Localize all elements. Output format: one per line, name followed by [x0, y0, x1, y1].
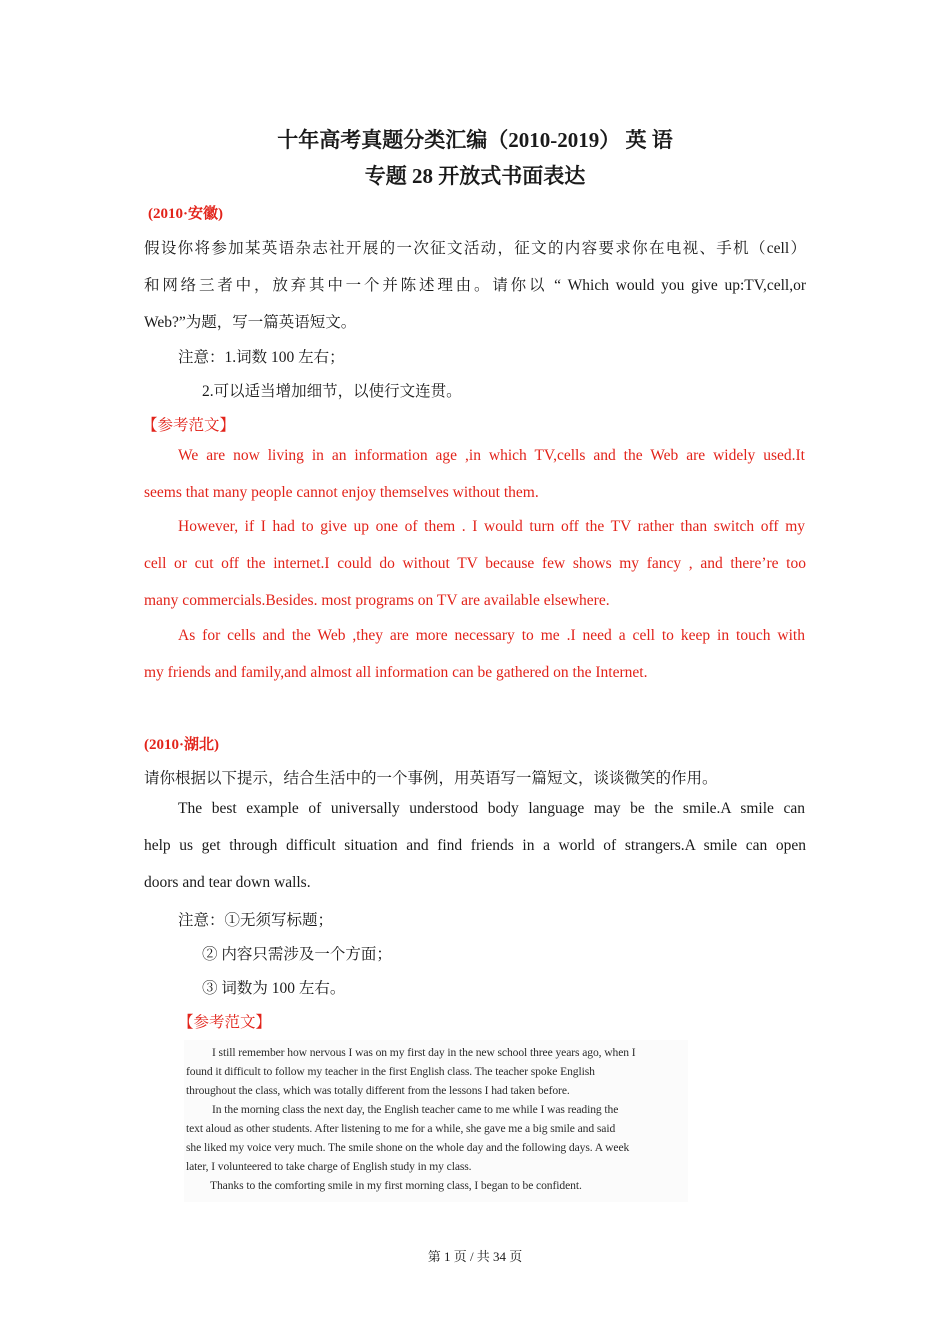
essay-line: many commercials.Besides. most programs on TV are available elsewhere. [144, 592, 610, 609]
scanned-line: text aloud as other students. After listening to me for a while, she gave me a big smile and said [186, 1122, 616, 1135]
scanned-essay-image [184, 1040, 688, 1202]
essay-line: cell or cut off the internet.I could do without TV because few shows my fancy , and there’re too [144, 555, 806, 572]
prompt-line: 请你根据以下提示，结合生活中的一个事例，用英语写一篇短文，谈谈微笑的作用。 [144, 770, 718, 787]
scanned-line: she liked my voice very much. The smile shone on the whole day and the following days. A week [186, 1141, 630, 1154]
essay-line: As for cells and the Web ,they are more necessary to me .I need a cell to keep in touch with [178, 627, 805, 644]
reference-label: 【参考范文】 [178, 1014, 272, 1031]
scanned-line: found it difficult to follow my teacher in the first English class. The teacher spoke English [186, 1065, 595, 1078]
note-line: 注意：①无须写标题； [178, 912, 334, 929]
note-line: ② 内容只需涉及一个方面； [202, 946, 392, 963]
essay-line: We are now living in an information age ,in which TV,cells and the Web are widely used.It [178, 447, 805, 464]
passage-line: The best example of universally understood body language may be the smile.A smile can [178, 800, 805, 817]
passage-line: doors and tear down walls. [144, 874, 311, 891]
scanned-line: Thanks to the comforting smile in my first morning class, I began to be confident. [210, 1179, 582, 1192]
document-subtitle: 专题 28 开放式书面表达 [364, 164, 586, 188]
passage-line: help us get through difficult situation and find friends in a world of strangers.A smile can open [144, 837, 806, 854]
reference-label: 【参考范文】 [142, 417, 236, 434]
scanned-line: I still remember how nervous I was on my first day in the new school three years ago, when I [212, 1046, 636, 1059]
note-line: 注意：1.词数 100 左右； [178, 349, 345, 366]
note-line: ③ 词数为 100 左右。 [202, 980, 346, 997]
page-footer: 第 1 页 / 共 34 页 [427, 1249, 523, 1264]
prompt-line: 假设你将参加某英语杂志社开展的一次征文活动，征文的内容要求你在电视、手机（cell） [144, 240, 806, 257]
scanned-line: In the morning class the next day, the English teacher came to me while I was reading the [212, 1103, 619, 1116]
essay-line: However, if I had to give up one of them . I would turn off the TV rather than switch off my [178, 518, 805, 535]
prompt-line: Web?”为题，写一篇英语短文。 [144, 314, 357, 331]
section-tag-hubei: (2010·湖北) [144, 737, 219, 753]
prompt-line: 和网络三者中，放弃其中一个并陈述理由。请你以 “ Which would you give up:TV,cell,or [144, 277, 806, 294]
scanned-line: throughout the class, which was totally different from the lessons I had taken before. [186, 1084, 570, 1097]
document-title: 十年高考真题分类汇编（2010-2019） 英 语 [277, 128, 673, 152]
essay-line: my friends and family,and almost all information can be gathered on the Internet. [144, 664, 648, 681]
essay-line: seems that many people cannot enjoy themselves without them. [144, 484, 539, 501]
section-tag-anhui: (2010·安徽) [148, 206, 223, 222]
scanned-line: later, I volunteered to take charge of English study in my class. [186, 1160, 472, 1173]
note-line: 2.可以适当增加细节，以使行文连贯。 [202, 383, 462, 400]
